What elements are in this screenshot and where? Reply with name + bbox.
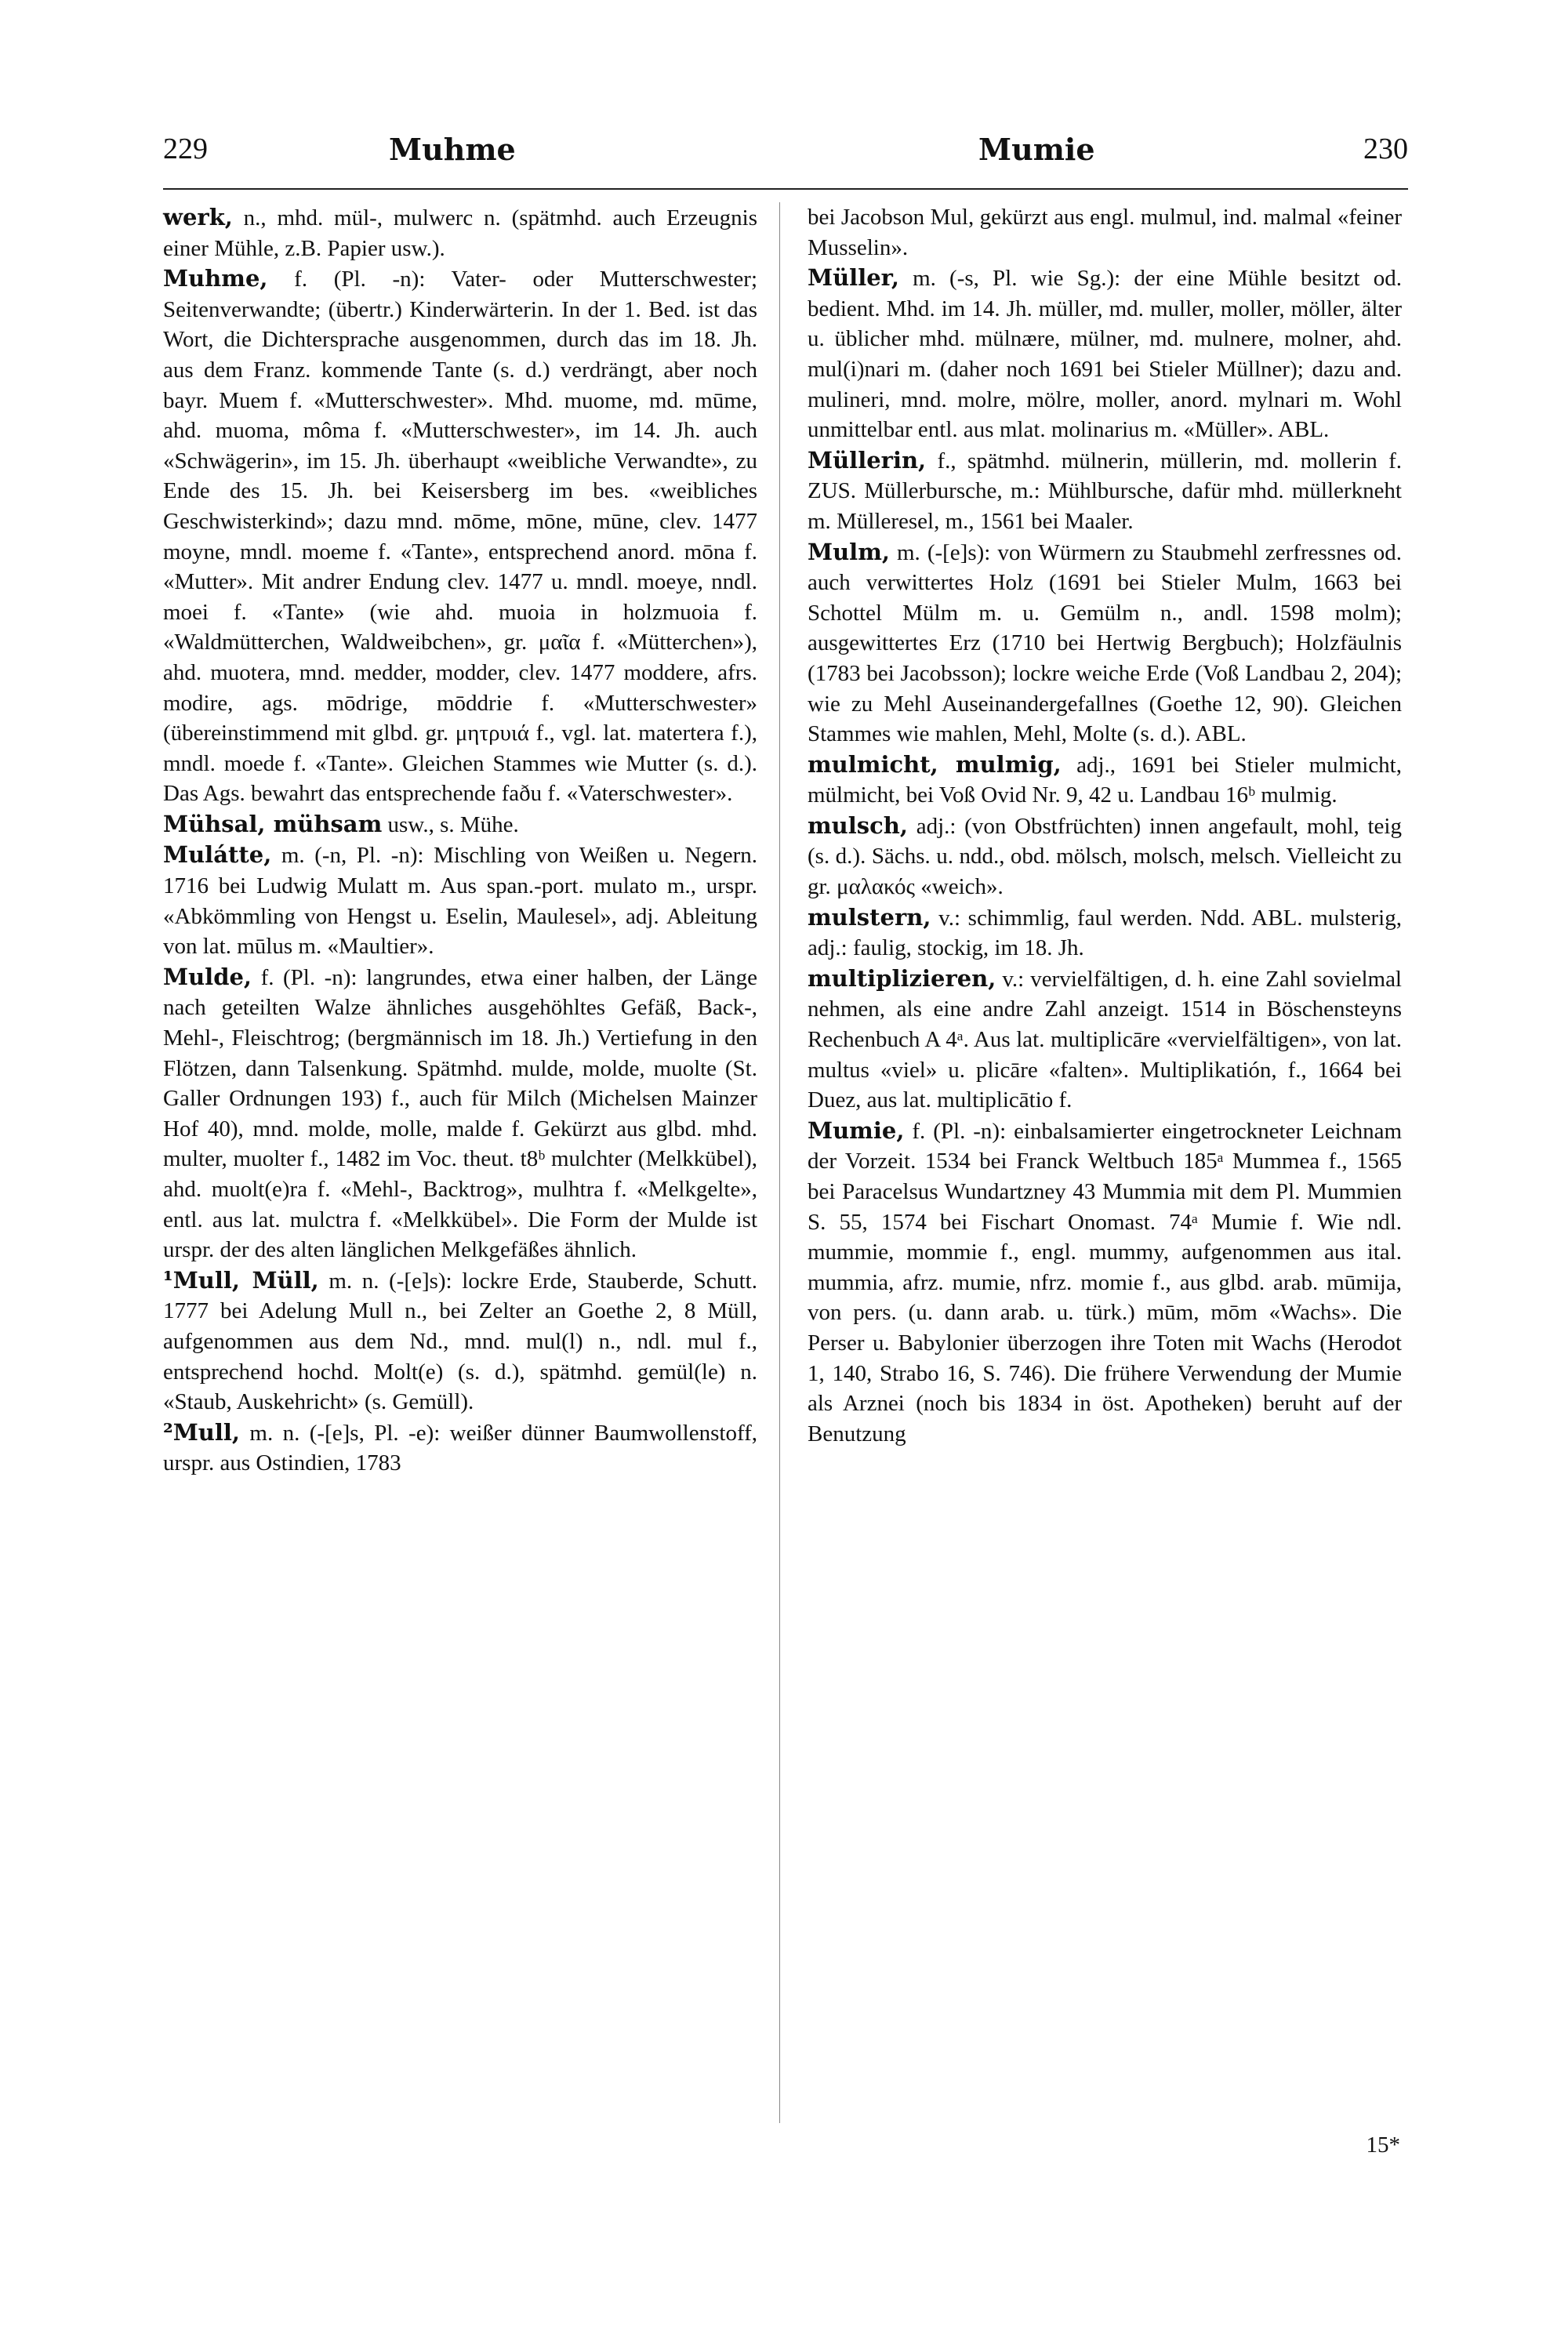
dictionary-entry [163,202,757,263]
header-rule [163,188,1408,190]
entry-text: m. (-n, Pl. -n): Mischling von Weißen u. Negern. 1716 bei Ludwig Mulatt m. Aus span.-port. mulato m., urspr. «Abkömmling von Hengst u. Eselin, Maulesel», adj. Ableitung von lat. mūlus m. «Maultier». [163,843,757,960]
entry-text: m. (-[e]s): von Würmern zu Staubmehl zerfressnes od. auch verwittertes Holz (1691 bei Stieler Mulm, 1663 bei Schottel Mülm m. u. Gemülm n., andl. 1598 molm); ausgewittertes Erz (1710 bei Hertwig Bergbuch); Holzfäulnis (1783 bei Jacobsson); lockre weiche Erde (Voß Landbau 2, 204); wie zu Mehl Auseinandergefallnes (Goethe 12, 90). Gleichen Stammes wie mahlen, Mehl, Molte (s. d.). ABL. [808,539,1402,747]
entry-text: v.: schimmlig, faul werden. Ndd. ABL. mulsterig, adj.: faulig, stockig, im 18. Jh. [808,905,1402,961]
entry-text: m. n. (-[e]s): lockre Erde, Stauberde, Schutt. 1777 bei Adelung Mull n., bei Zelter an Goethe 2, 8 Müll, aufgenommen aus dem Nd., mnd. mul(l) n., ndl. mul f., entsprechend hochd. Molt(e) (s. d.), spätmhd. gemül(le) n. «Staub, Auskehricht» (s. Gemüll). [163,1268,757,1415]
column-left [163,202,757,1479]
entry-headword: ¹Mull, Müll, [163,1266,319,1294]
dictionary-entry [163,809,757,840]
dictionary-entry [163,1417,757,1479]
entry-text: v.: vervielfältigen, d. h. eine Zahl sovielmal nehmen, als eine andre Zahl anzeigt. 1514 in Böschensteyns Rechenbuch A 4ᵃ. Aus lat. multiplicāre «vervielfältigen», von lat. multus «viel» u. plicāre «falten». Multiplikatión, f., 1664 bei Duez, aus lat. multiplicātio f. [808,966,1402,1113]
entry-headword: mulsch, [808,811,908,839]
entry-text: m. (-s, Pl. wie Sg.): der eine Mühle besitzt od. bedient. Mhd. im 14. Jh. müller, md. muller, moller, möller, älter u. üblicher mhd. mülnære, mülner, md. mulnere, molner, ahd. mul(i)nari m. (daher noch 1691 bei Stieler Müllner); dazu and. mulineri, mnd. molre, mölre, moller, anord. mylnari m. Wohl unmittelbar entl. aus mlat. molinarius m. «Müller». ABL. [808,266,1402,443]
dictionary-entry [163,962,757,1265]
dictionary-entry [808,202,1402,263]
dictionary-entry [808,811,1402,902]
entry-text: n., mhd. mül-, mulwerc n. (spätmhd. auch Erzeugnis einer Mühle, z.B. Papier usw.). [163,205,757,261]
entry-headword: ²Mull, [163,1418,241,1446]
entry-headword: Mühsal, mühsam [163,810,383,837]
entry-text: f. (Pl. -n): Vater- oder Mutterschwester; Seitenverwandte; (übertr.) Kinderwärterin. In der 1. Bed. ist das Wort, die Dichtersprache ausgenommen, durch das im 18. Jh. aus dem Franz. kommende Tante (s. d.) verdrängt, aber noch bayr. Muem f. «Mutterschwester». Mhd. muome, md. mūme, ahd. muoma, môma f. «Mutterschwester», im 14. Jh. auch «Schwägerin», im 15. Jh. überhaupt «weibliche Verwandte», zu Ende des 15. Jh. bei Keisersberg im bes. «weibliches Geschwisterkind»; dazu mnd. mōme, mōne, mūne, clev. 1477 moyne, mndl. moeme f. «Tante», entsprechend anord. mōna f. «Mutter». Mit andrer Endung clev. 1477 u. mndl. moeye, nndl. moei f. «Tante» (wie ahd. muoia in holzmuoia f. «Waldmütterchen, Waldweibchen», gr. μαῖα f. «Mütterchen»), ahd. muotera, mnd. medder, modder, clev. 1477 moddere, afrs. modire, ags. mōdrige, mōddrie f. «Mutterschwester» (übereinstimmend mit glbd. gr. μητρυιά f., vgl. lat. matertera f.), mndl. moede f. «Tante». Gleichen Stammes wie Mutter (s. d.). Das Ags. bewahrt das entsprechende faðu f. «Vaterschwester». [163,267,757,807]
entry-headword: multiplizieren, [808,964,996,992]
entry-text: bei Jacobson Mul, gekürzt aus engl. mulmul, ind. malmal «feiner Musselin». [808,205,1402,260]
entry-headword: mulmicht, mulmig, [808,750,1062,778]
entry-text: adj.: (von Obstfrüchten) innen angefault, mohl, teig (s. d.). Sächs. u. ndd., obd. mölsch, molsch, melsch. Vielleicht zu gr. μαλακός «weich». [808,813,1402,900]
entry-text: adj., 1691 bei Stieler mulmicht, mülmicht, bei Voß Ovid Nr. 9, 42 u. Landbau 16ᵇ mulmig. [808,752,1402,808]
entry-headword: mulstern, [808,903,931,931]
dictionary-entry [163,1265,757,1417]
entry-headword: Müller, [808,264,899,292]
dictionary-entry [808,445,1402,537]
dictionary-entry [808,263,1402,445]
entry-text: usw., s. Mühe. [382,811,519,837]
running-head-right: Mumie [978,132,1095,167]
page-number-left: 229 [163,132,208,165]
entry-headword: Müllerin, [808,446,927,474]
entry-headword: Mulm, [808,538,890,565]
entry-headword: werk, [163,204,233,230]
dictionary-entry [808,902,1402,964]
entry-text: f. (Pl. -n): langrundes, etwa einer halben, der Länge nach geteilten Walze ähnliches ausgehöhltes Gefäß, Back-, Mehl-, Fleischtrog; (bergmännisch im 18. Jh.) Vertiefung in den Flötzen, dann Talsenkung. Spätmhd. mulde, molde, muolte (St. Galler Ordnungen 193) f., auch für Milch (Michelsen Mainzer Hof 40), mnd. molde, molle, malde f. Gekürzt aus glbd. mhd. multer, muolter f., 1482 im Voc. theut. t8ᵇ mulchter (Melkkübel), ahd. muolt(e)ra f. «Mehl-, Backtrog», mulhtra f. «Melkgelte», entl. aus lat. mulctra f. «Melkkübel». Die Form der Mulde ist urspr. der des alten länglichen Melkgefäßes ähnlich. [163,964,757,1263]
column-divider [779,202,780,2123]
entry-headword: Mulde, [163,963,252,990]
entry-headword: Mumie, [808,1116,905,1144]
entry-text: m. n. (-[e]s, Pl. -e): weißer dünner Baumwollenstoff, urspr. aus Ostindien, 1783 [163,1420,757,1476]
entry-headword: Mulátte, [163,841,272,869]
dictionary-entry [163,840,757,961]
signature-mark: 15* [1366,2132,1400,2158]
dictionary-entry [808,1116,1402,1450]
page-number-right: 230 [1363,132,1408,165]
page-header [163,132,1408,187]
dictionary-entry [163,263,757,809]
running-head-left: Muhme [389,132,516,167]
entry-headword: Muhme, [163,265,268,292]
entry-text: f., spätmhd. mülnerin, müllerin, md. mollerin f. ZUS. Müllerbursche, m.: Mühlbursche, dafür mhd. müllerkneht m. Mülleresel, m., 1561 bei Maaler. [808,448,1402,534]
dictionary-entry [808,750,1402,811]
entry-text: f. (Pl. -n): einbalsamierter eingetrockneter Leichnam der Vorzeit. 1534 bei Franck Weltbuch 185ᵃ Mummea f., 1565 bei Paracelsus Wundartzney 43 Mummia mit dem Pl. Mummien S. 55, 1574 bei Fischart Onomast. 74ᵃ Mumie f. Wie ndl. mummie, mommie f., engl. mummy, aufgenommen aus ital. mummia, afrz. mumie, nfrz. momie f., aus glbd. arab. mūmija, von pers. (u. dann arab. u. türk.) mūm, mōm «Wachs». Die Perser u. Babylonier überzogen ihre Toten mit Wachs (Herodot 1, 140, Strabo 16, S. 746). Die frühere Verwendung der Mumie als Arznei (noch bis 1834 in öst. Apotheken) beruht auf der Benutzung [808,1118,1402,1446]
dictionary-entry [808,537,1402,750]
column-right [808,202,1402,1449]
dictionary-entry [808,964,1402,1116]
